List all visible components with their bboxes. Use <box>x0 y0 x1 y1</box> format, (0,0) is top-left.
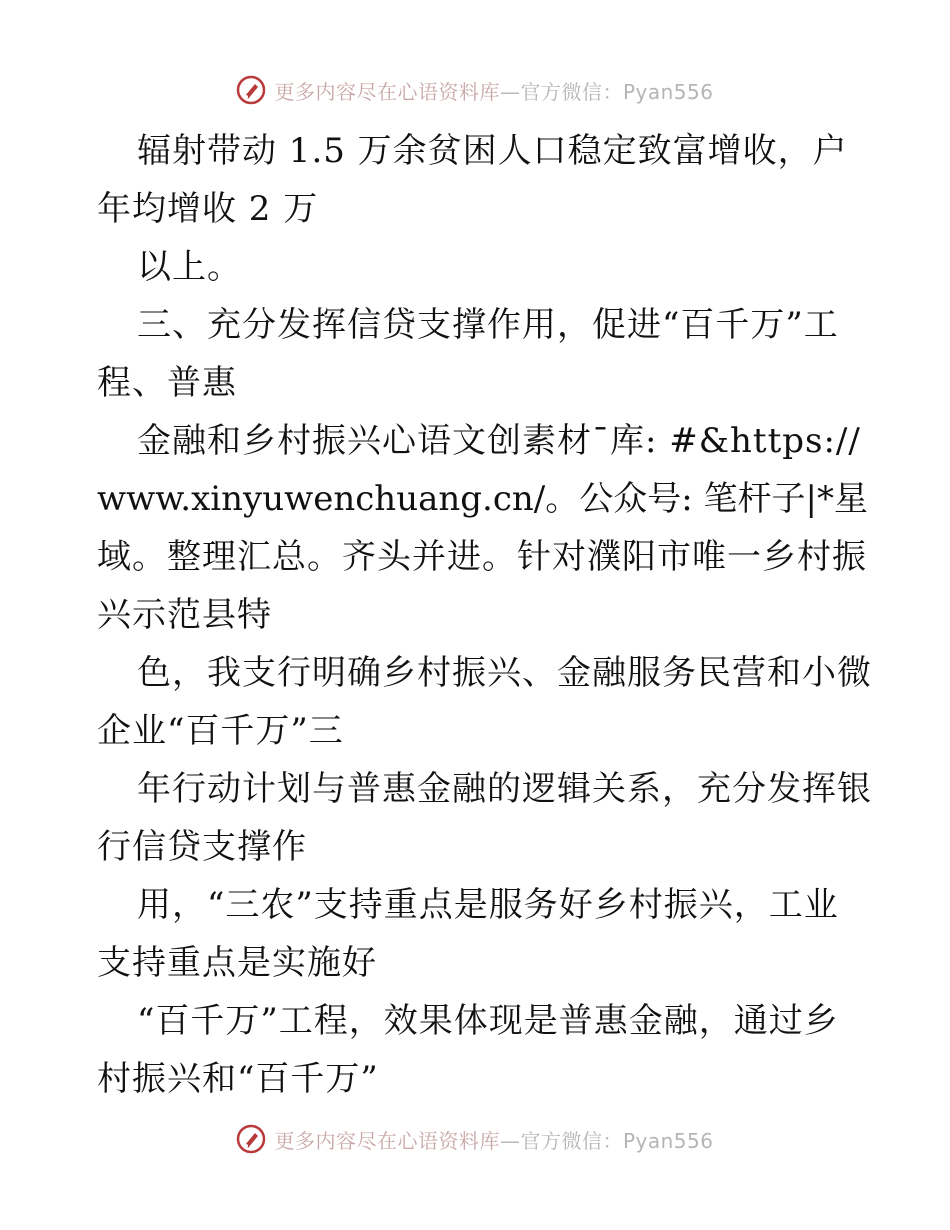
body-line: 企业“百千万”三 <box>97 711 344 751</box>
body-line: 以上。 <box>137 247 242 287</box>
watermark-main-text: 更多内容尽在心语资料库 <box>274 79 500 104</box>
watermark-separator: — <box>499 79 521 104</box>
body-line: 辐射带动 1.5 万余贫困人口稳定致富增收，户 <box>137 131 848 171</box>
document-body <box>97 122 872 1108</box>
body-line: 用，“三农”支持重点是服务好乡村振兴，工业 <box>137 885 839 925</box>
header-watermark-banner <box>0 68 950 112</box>
watermark-wechat-text: 官方微信：Pyan556 <box>520 79 714 104</box>
pen-nib-logo-icon <box>236 75 266 105</box>
body-line: 兴示范县特 <box>97 595 272 635</box>
footer-watermark-banner <box>0 1117 950 1161</box>
body-line: 金融和乡村振兴心语文创素材¯库: #&https:// <box>137 421 861 461</box>
body-line: 年均增收 2 万 <box>97 189 319 229</box>
watermark-separator: — <box>499 1128 521 1153</box>
watermark-text <box>274 76 713 105</box>
pen-nib-logo-icon <box>236 1124 266 1154</box>
body-line: “百千万”工程，效果体现是普惠金融，通过乡 <box>137 1001 839 1041</box>
body-line: 年行动计划与普惠金融的逻辑关系，充分发挥银 <box>137 769 872 809</box>
body-line: 域。整理汇总。齐头并进。针对濮阳市唯一乡村振 <box>97 537 867 577</box>
watermark-main-text: 更多内容尽在心语资料库 <box>274 1128 500 1153</box>
watermark-wechat-text: 官方微信：Pyan556 <box>520 1128 714 1153</box>
body-line: 支持重点是实施好 <box>97 943 377 983</box>
body-line: 程、普惠 <box>97 363 237 403</box>
watermark-text <box>274 1125 713 1154</box>
body-line: 色，我支行明确乡村振兴、金融服务民营和小微 <box>137 653 872 693</box>
body-line: 村振兴和“百千万” <box>97 1059 379 1099</box>
body-line: 行信贷支撑作 <box>97 827 307 867</box>
body-line: www.xinyuwenchuang.cn/。公众号: 笔杆子|*星 <box>97 479 868 519</box>
body-line: 三、充分发挥信贷支撑作用，促进“百千万”工 <box>137 305 839 345</box>
